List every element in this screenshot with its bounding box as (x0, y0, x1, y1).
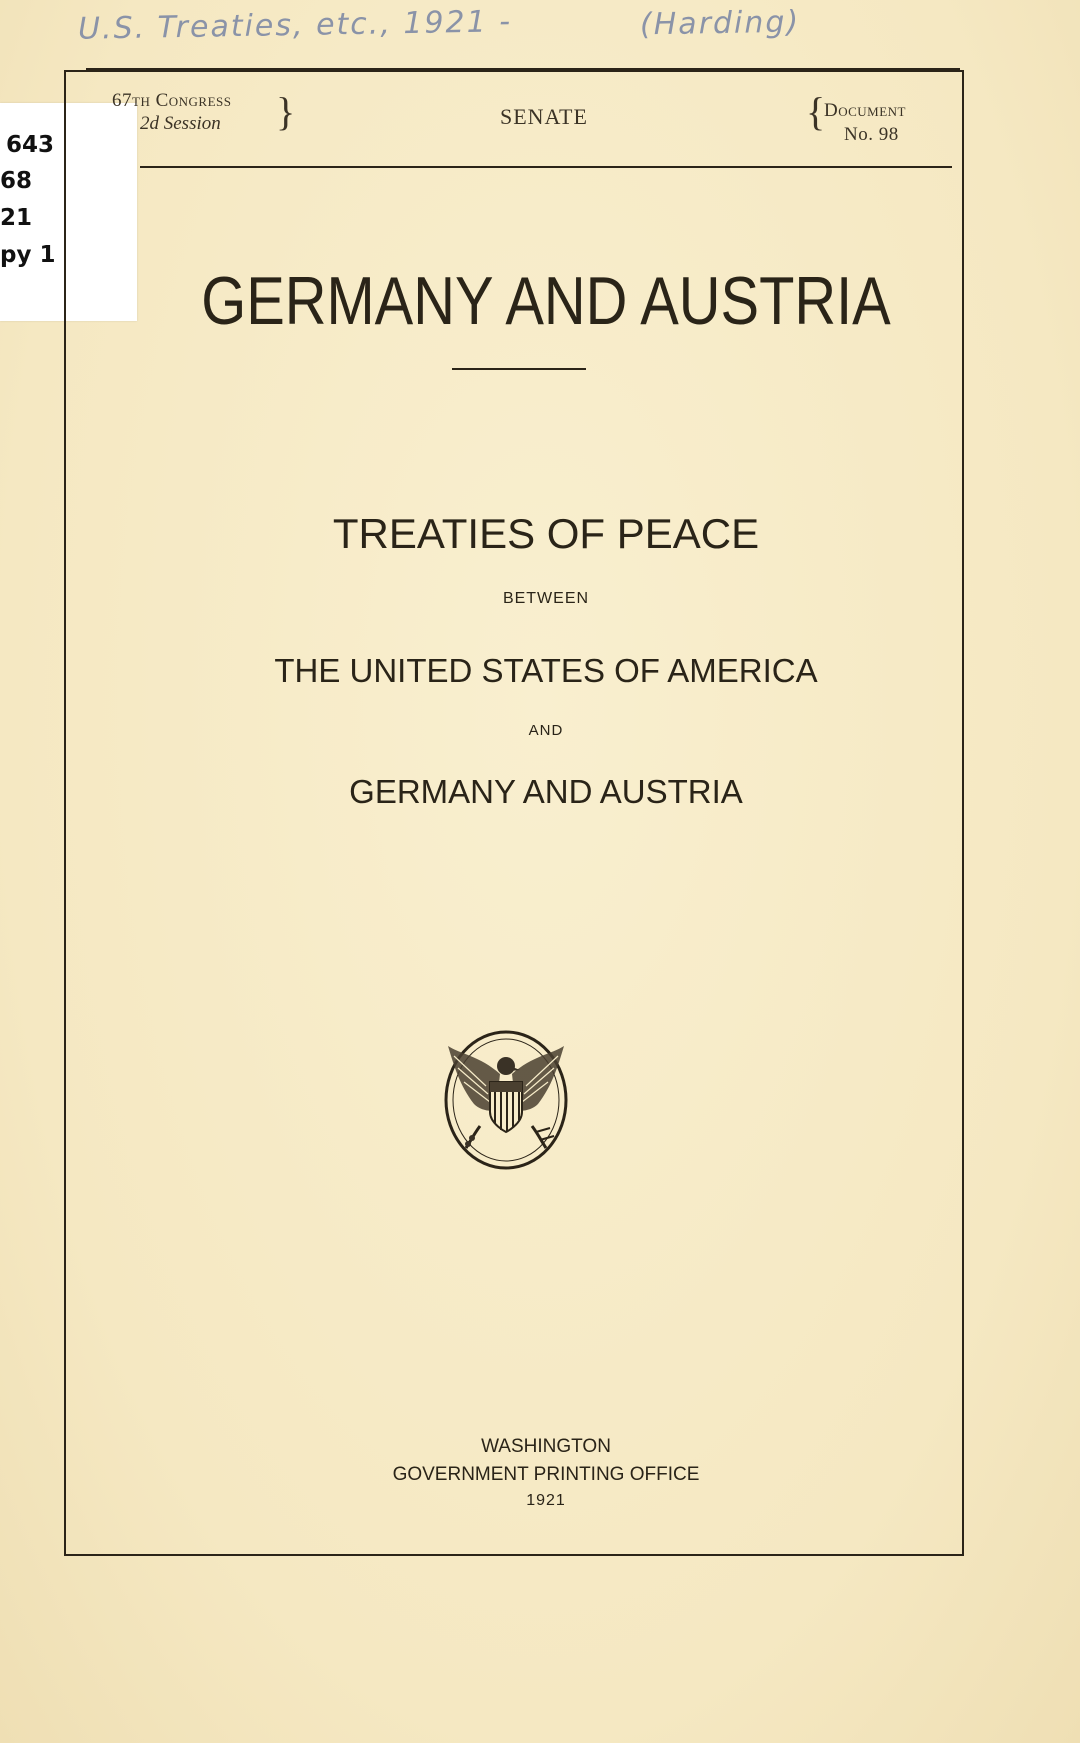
party-one: THE UNITED STATES OF AMERICA (274, 652, 818, 689)
closing-brace: } (276, 89, 296, 134)
between-word: BETWEEN (502, 590, 590, 607)
opening-brace: { (806, 89, 826, 134)
call-number-line: py 1 (0, 242, 56, 268)
title-divider (452, 368, 586, 370)
imprint-year: 1921 (526, 1492, 566, 1509)
and-word: AND (528, 722, 564, 739)
subtitle: TREATIES OF PEACE (332, 510, 760, 557)
call-number-line: 68 (0, 168, 33, 194)
session-number: 2d Session (140, 113, 221, 134)
imprint-printer: GOVERNMENT PRINTING OFFICE (392, 1464, 700, 1485)
call-number-line: 21 (0, 205, 33, 231)
top-rule (86, 68, 960, 70)
document-number: No. 98 (844, 124, 899, 145)
header-rule (140, 166, 952, 168)
congress-number: 67th Congress (112, 90, 232, 111)
document-label: Document (824, 100, 906, 121)
great-seal-eagle-icon (440, 1026, 572, 1174)
chamber-name: SENATE (500, 104, 588, 129)
party-two: GERMANY AND AUSTRIA (349, 773, 743, 810)
handwritten-catalog-note: U.S. Treaties, etc., 1921 - (77, 4, 513, 47)
page-title: GERMANY AND AUSTRIA (201, 263, 891, 339)
handwritten-author-note: (Harding) (639, 4, 801, 43)
call-number-line: 643 (6, 132, 55, 158)
imprint-place: WASHINGTON (481, 1436, 611, 1457)
